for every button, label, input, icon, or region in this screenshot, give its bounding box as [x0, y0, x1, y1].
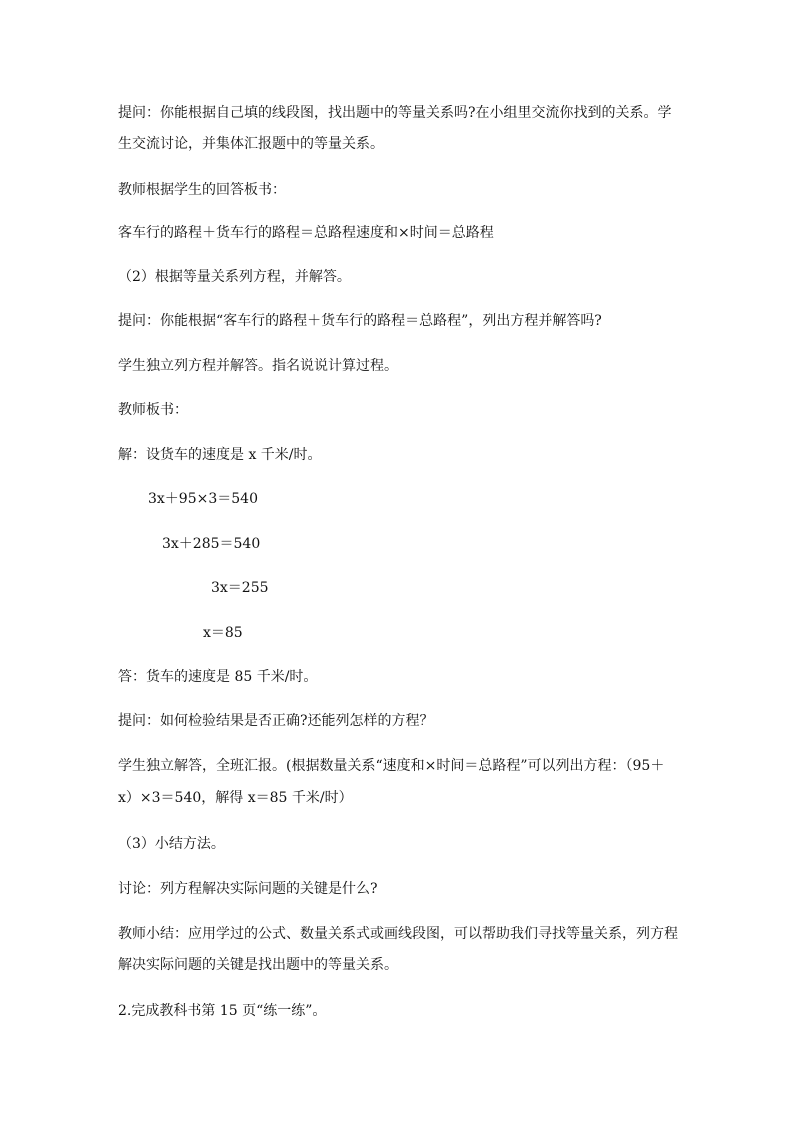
- student-report-line-2: x）×3＝540，解得 x＝85 千米/时）: [118, 790, 353, 806]
- teacher-summary-line-2: 解决实际问题的关键是找出题中的等量关系。: [118, 957, 398, 973]
- teacher-summary-line-1: 教师小结：应用学过的公式、数量关系式或画线段图，可以帮助我们寻找等量关系，列方程: [118, 926, 678, 942]
- student-report-line-1: 学生独立解答，全班汇报。(根据数量关系“速度和×时间＝总路程”可以列出方程：（95＋: [118, 758, 665, 774]
- teacher-board-label: 教师板书：: [118, 402, 188, 418]
- step-2-heading: （2）根据等量关系列方程，并解答。: [118, 269, 351, 285]
- step-3-heading: （3）小结方法。: [118, 836, 225, 852]
- equation-step-4: x＝85: [203, 625, 243, 641]
- exercise-instruction: 2.完成教科书第 15 页“练一练”。: [118, 1003, 327, 1019]
- question-paragraph-line-2: 生交流讨论，并集体汇报题中的等量关系。: [118, 136, 384, 152]
- solution-setup: 解：设货车的速度是 x 千米/时。: [118, 447, 322, 463]
- equation-step-3: 3x＝255: [211, 580, 269, 596]
- equation-step-2: 3x＋285＝540: [162, 536, 261, 552]
- question-paragraph-line-1: 提问：你能根据自己填的线段图，找出题中的等量关系吗?在小组里交流你找到的关系。学: [118, 105, 672, 121]
- answer-line: 答：货车的速度是 85 千米/时。: [118, 669, 318, 685]
- question-paragraph-2: 提问：你能根据“客车行的路程＋货车行的路程＝总路程”，列出方程并解答吗?: [118, 313, 602, 329]
- discussion-question: 讨论：列方程解决实际问题的关键是什么?: [118, 881, 378, 897]
- student-task: 学生独立列方程并解答。指名说说计算过程。: [118, 358, 398, 374]
- equation-step-1: 3x＋95×3＝540: [148, 491, 258, 507]
- question-paragraph-3: 提问：如何检验结果是否正确?还能列怎样的方程？: [118, 713, 434, 729]
- teacher-note: 教师根据学生的回答板书：: [118, 182, 286, 198]
- equation-relation: 客车行的路程＋货车行的路程＝总路程速度和×时间＝总路程: [118, 225, 494, 241]
